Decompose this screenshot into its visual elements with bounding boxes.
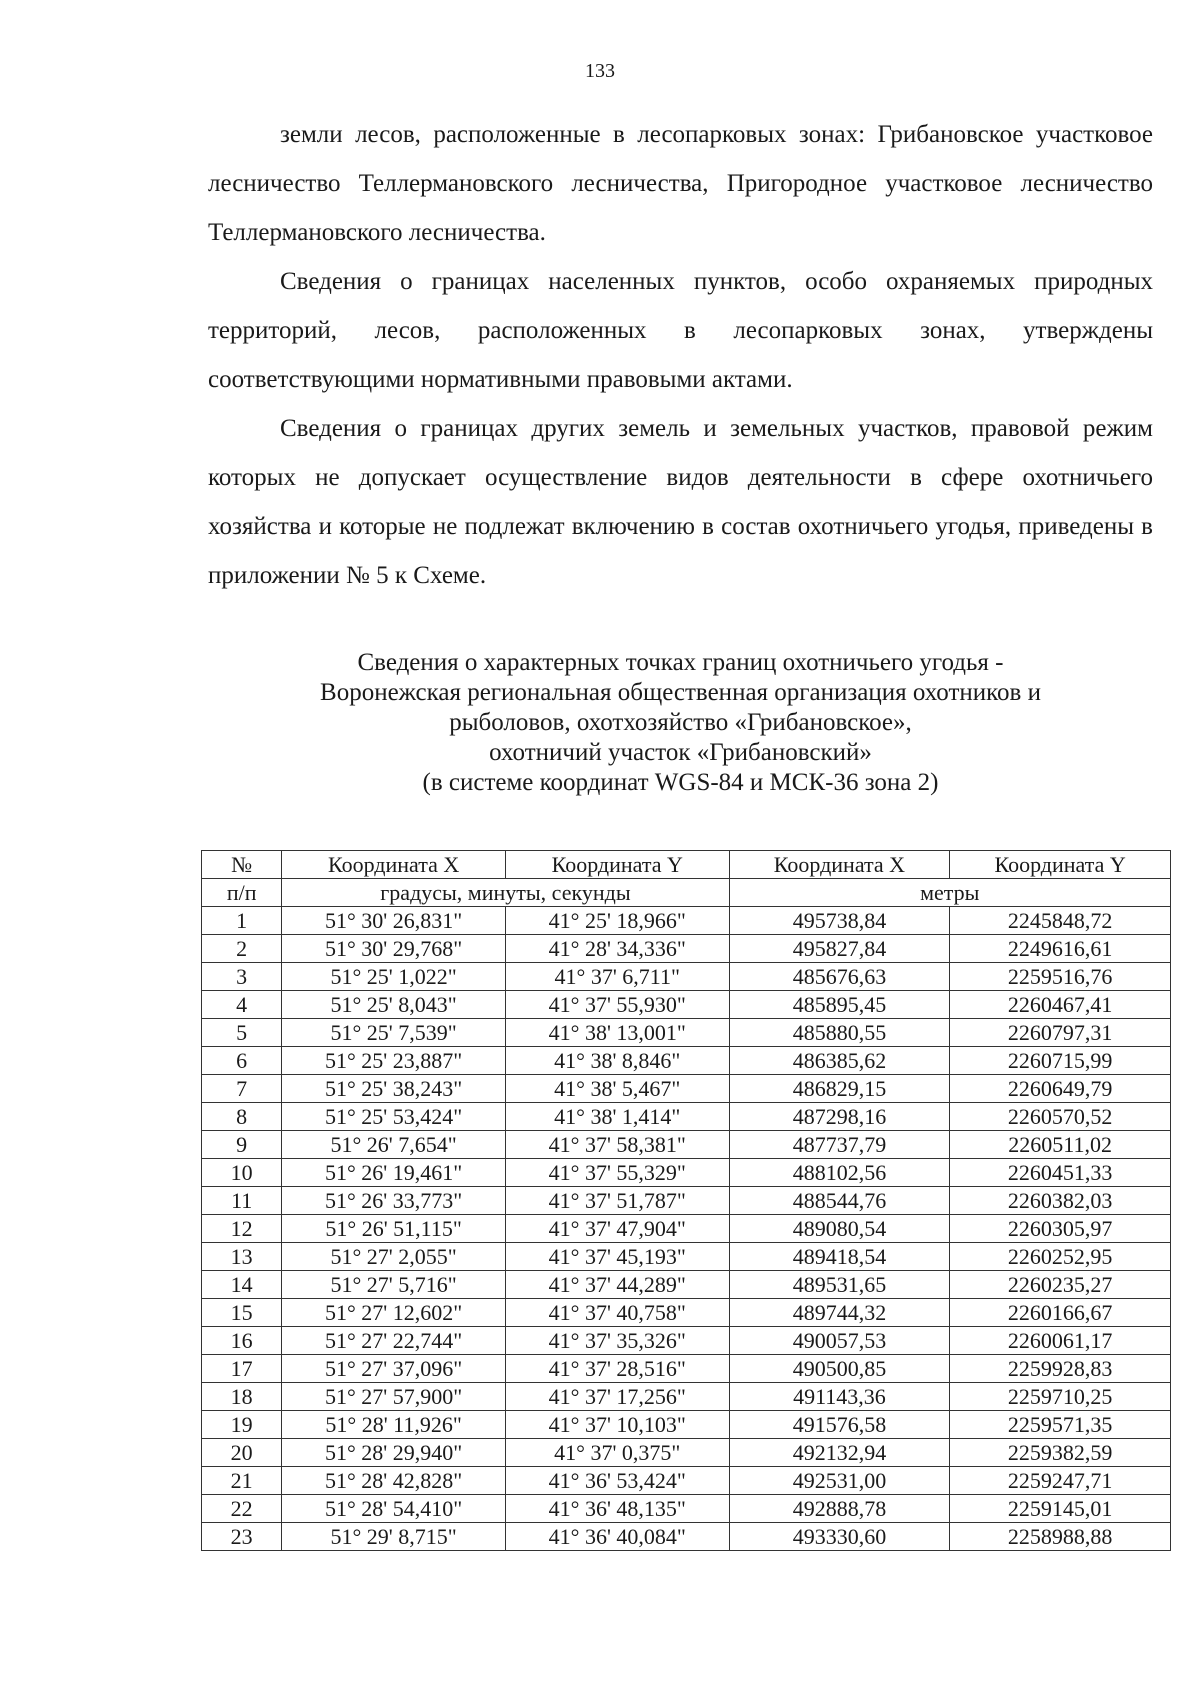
cell-y-meters: 2260451,33: [950, 1159, 1171, 1187]
cell-number: 8: [202, 1103, 282, 1131]
table-row: [202, 963, 1171, 991]
cell-lat: 51° 27' 37,096": [282, 1355, 506, 1383]
cell-lon: 41° 38' 5,467": [505, 1075, 729, 1103]
table-row: [202, 1187, 1171, 1215]
cell-x-meters: 490057,53: [729, 1327, 950, 1355]
cell-x-meters: 489080,54: [729, 1215, 950, 1243]
table-row: [202, 1383, 1171, 1411]
table-title-line: (в системе координат WGS-84 и МСК-36 зона 2): [422, 769, 939, 796]
cell-number: 7: [202, 1075, 282, 1103]
cell-number: 19: [202, 1411, 282, 1439]
cell-x-meters: 485880,55: [729, 1019, 950, 1047]
header-units-degrees: градусы, минуты, секунды: [282, 879, 729, 907]
cell-y-meters: 2259710,25: [950, 1383, 1171, 1411]
cell-lon: 41° 37' 35,326": [505, 1327, 729, 1355]
cell-lon: 41° 38' 8,846": [505, 1047, 729, 1075]
table-row: [202, 1075, 1171, 1103]
table-row: [202, 935, 1171, 963]
cell-y-meters: 2259247,71: [950, 1467, 1171, 1495]
cell-lon: 41° 36' 40,084": [505, 1523, 729, 1551]
header-coord-y: Координата Y: [505, 851, 729, 879]
cell-y-meters: 2260649,79: [950, 1075, 1171, 1103]
table-row: [202, 1439, 1171, 1467]
paragraph-other-lands: Сведения о границах других земель и земельных участков, правовой режим которых не допускает осуществление видов деятельности в сфере охотничьего хозяйства и которые не подлежат включению в состав охотничьего угодья, приведены в приложении № 5 к Схеме.: [208, 415, 1153, 589]
cell-lon: 41° 36' 48,135": [505, 1495, 729, 1523]
cell-lon: 41° 25' 18,966": [505, 907, 729, 935]
table-row: [202, 1523, 1171, 1551]
table-row: [202, 1215, 1171, 1243]
cell-lat: 51° 28' 42,828": [282, 1467, 506, 1495]
table-row: [202, 1047, 1171, 1075]
body-text: [208, 110, 1153, 600]
cell-lon: 41° 37' 0,375": [505, 1439, 729, 1467]
cell-x-meters: 489744,32: [729, 1299, 950, 1327]
cell-number: 2: [202, 935, 282, 963]
cell-lon: 41° 37' 55,329": [505, 1159, 729, 1187]
table-row: [202, 1271, 1171, 1299]
table-row: [202, 1411, 1171, 1439]
cell-x-meters: 493330,60: [729, 1523, 950, 1551]
cell-x-meters: 485895,45: [729, 991, 950, 1019]
cell-number: 5: [202, 1019, 282, 1047]
paragraph-boundaries: Сведения о границах населенных пунктов, особо охраняемых природных территорий, лесов, расположенных в лесопарковых зонах, утверждены соответствующими нормативными правовыми актами.: [208, 268, 1153, 393]
cell-number: 16: [202, 1327, 282, 1355]
cell-y-meters: 2260252,95: [950, 1243, 1171, 1271]
cell-lon: 41° 37' 55,930": [505, 991, 729, 1019]
cell-x-meters: 492888,78: [729, 1495, 950, 1523]
cell-x-meters: 485676,63: [729, 963, 950, 991]
cell-x-meters: 488544,76: [729, 1187, 950, 1215]
cell-x-meters: 486385,62: [729, 1047, 950, 1075]
header-coord-x: Координата X: [282, 851, 506, 879]
cell-lon: 41° 37' 47,904": [505, 1215, 729, 1243]
table-row: [202, 1299, 1171, 1327]
table-row: [202, 1467, 1171, 1495]
cell-y-meters: 2249616,61: [950, 935, 1171, 963]
table-units-row: [202, 879, 1171, 907]
cell-lon: 41° 38' 13,001": [505, 1019, 729, 1047]
cell-y-meters: 2245848,72: [950, 907, 1171, 935]
cell-y-meters: 2260467,41: [950, 991, 1171, 1019]
cell-y-meters: 2260061,17: [950, 1327, 1171, 1355]
cell-x-meters: 489531,65: [729, 1271, 950, 1299]
cell-lat: 51° 25' 53,424": [282, 1103, 506, 1131]
cell-lat: 51° 28' 11,926": [282, 1411, 506, 1439]
cell-lon: 41° 37' 6,711": [505, 963, 729, 991]
cell-lat: 51° 26' 33,773": [282, 1187, 506, 1215]
header-coord-y-meters: Координата Y: [950, 851, 1171, 879]
cell-lat: 51° 27' 57,900": [282, 1383, 506, 1411]
cell-lat: 51° 27' 12,602": [282, 1299, 506, 1327]
cell-number: 4: [202, 991, 282, 1019]
cell-number: 10: [202, 1159, 282, 1187]
cell-lat: 51° 30' 26,831": [282, 907, 506, 935]
table-row: [202, 1103, 1171, 1131]
table-row: [202, 1327, 1171, 1355]
cell-x-meters: 487737,79: [729, 1131, 950, 1159]
cell-y-meters: 2260715,99: [950, 1047, 1171, 1075]
cell-number: 20: [202, 1439, 282, 1467]
header-units-meters: метры: [729, 879, 1170, 907]
cell-lat: 51° 25' 7,539": [282, 1019, 506, 1047]
header-number-sub: п/п: [202, 879, 282, 907]
cell-y-meters: 2260570,52: [950, 1103, 1171, 1131]
cell-number: 13: [202, 1243, 282, 1271]
cell-number: 9: [202, 1131, 282, 1159]
table-title-line: Сведения о характерных точках границ охотничьего угодья -: [357, 649, 1004, 676]
paragraph-lands: земли лесов, расположенные в лесопарковых зонах: Грибановское участковое лесничество Теллермановского лесничества, Пригородное участковое лесничество Теллермановского лесничества.: [208, 121, 1153, 246]
cell-lon: 41° 37' 10,103": [505, 1411, 729, 1439]
cell-number: 1: [202, 907, 282, 935]
cell-lat: 51° 25' 38,243": [282, 1075, 506, 1103]
cell-lon: 41° 37' 17,256": [505, 1383, 729, 1411]
cell-x-meters: 487298,16: [729, 1103, 950, 1131]
cell-lat: 51° 26' 7,654": [282, 1131, 506, 1159]
cell-x-meters: 486829,15: [729, 1075, 950, 1103]
cell-x-meters: 491576,58: [729, 1411, 950, 1439]
cell-number: 15: [202, 1299, 282, 1327]
table-body: [202, 907, 1171, 1551]
cell-lon: 41° 37' 45,193": [505, 1243, 729, 1271]
cell-lon: 41° 37' 51,787": [505, 1187, 729, 1215]
cell-y-meters: 2259928,83: [950, 1355, 1171, 1383]
cell-x-meters: 490500,85: [729, 1355, 950, 1383]
table-row: [202, 1243, 1171, 1271]
cell-lat: 51° 27' 5,716": [282, 1271, 506, 1299]
cell-y-meters: 2259571,35: [950, 1411, 1171, 1439]
cell-x-meters: 492132,94: [729, 1439, 950, 1467]
cell-lon: 41° 37' 44,289": [505, 1271, 729, 1299]
cell-x-meters: 492531,00: [729, 1467, 950, 1495]
table-row: [202, 907, 1171, 935]
table-title-line: Воронежская региональная общественная организация охотников и: [320, 679, 1041, 706]
cell-lat: 51° 25' 1,022": [282, 963, 506, 991]
cell-y-meters: 2260166,67: [950, 1299, 1171, 1327]
cell-lat: 51° 28' 54,410": [282, 1495, 506, 1523]
cell-y-meters: 2259516,76: [950, 963, 1171, 991]
cell-y-meters: 2259382,59: [950, 1439, 1171, 1467]
table-row: [202, 1355, 1171, 1383]
table-row: [202, 1495, 1171, 1523]
table-row: [202, 1159, 1171, 1187]
cell-lat: 51° 29' 8,715": [282, 1523, 506, 1551]
cell-x-meters: 495738,84: [729, 907, 950, 935]
cell-y-meters: 2259145,01: [950, 1495, 1171, 1523]
table-row: [202, 1131, 1171, 1159]
cell-number: 3: [202, 963, 282, 991]
header-coord-x-meters: Координата X: [729, 851, 950, 879]
cell-lat: 51° 26' 19,461": [282, 1159, 506, 1187]
cell-lon: 41° 37' 40,758": [505, 1299, 729, 1327]
cell-number: 21: [202, 1467, 282, 1495]
cell-x-meters: 489418,54: [729, 1243, 950, 1271]
cell-y-meters: 2260511,02: [950, 1131, 1171, 1159]
cell-lat: 51° 27' 22,744": [282, 1327, 506, 1355]
cell-lat: 51° 25' 23,887": [282, 1047, 506, 1075]
table-row: [202, 991, 1171, 1019]
cell-number: 14: [202, 1271, 282, 1299]
cell-lon: 41° 28' 34,336": [505, 935, 729, 963]
cell-lat: 51° 30' 29,768": [282, 935, 506, 963]
cell-y-meters: 2260305,97: [950, 1215, 1171, 1243]
coordinates-table: [201, 850, 1171, 1551]
cell-lon: 41° 36' 53,424": [505, 1467, 729, 1495]
table-title-line: рыболовов, охотхозяйство «Грибановское»,: [449, 709, 912, 736]
cell-lon: 41° 38' 1,414": [505, 1103, 729, 1131]
table-row: [202, 1019, 1171, 1047]
cell-number: 22: [202, 1495, 282, 1523]
cell-y-meters: 2258988,88: [950, 1523, 1171, 1551]
cell-y-meters: 2260235,27: [950, 1271, 1171, 1299]
table-title: [208, 648, 1153, 798]
cell-number: 11: [202, 1187, 282, 1215]
cell-lon: 41° 37' 58,381": [505, 1131, 729, 1159]
cell-number: 12: [202, 1215, 282, 1243]
cell-number: 6: [202, 1047, 282, 1075]
cell-number: 17: [202, 1355, 282, 1383]
cell-lat: 51° 27' 2,055": [282, 1243, 506, 1271]
cell-x-meters: 491143,36: [729, 1383, 950, 1411]
cell-y-meters: 2260797,31: [950, 1019, 1171, 1047]
cell-y-meters: 2260382,03: [950, 1187, 1171, 1215]
cell-lat: 51° 26' 51,115": [282, 1215, 506, 1243]
cell-lon: 41° 37' 28,516": [505, 1355, 729, 1383]
cell-number: 18: [202, 1383, 282, 1411]
header-number: №: [202, 851, 282, 879]
cell-x-meters: 495827,84: [729, 935, 950, 963]
page-number: 133: [585, 60, 615, 82]
cell-number: 23: [202, 1523, 282, 1551]
cell-x-meters: 488102,56: [729, 1159, 950, 1187]
table-title-line: охотничий участок «Грибановский»: [489, 739, 872, 766]
cell-lat: 51° 28' 29,940": [282, 1439, 506, 1467]
cell-lat: 51° 25' 8,043": [282, 991, 506, 1019]
table-header-row: [202, 851, 1171, 879]
